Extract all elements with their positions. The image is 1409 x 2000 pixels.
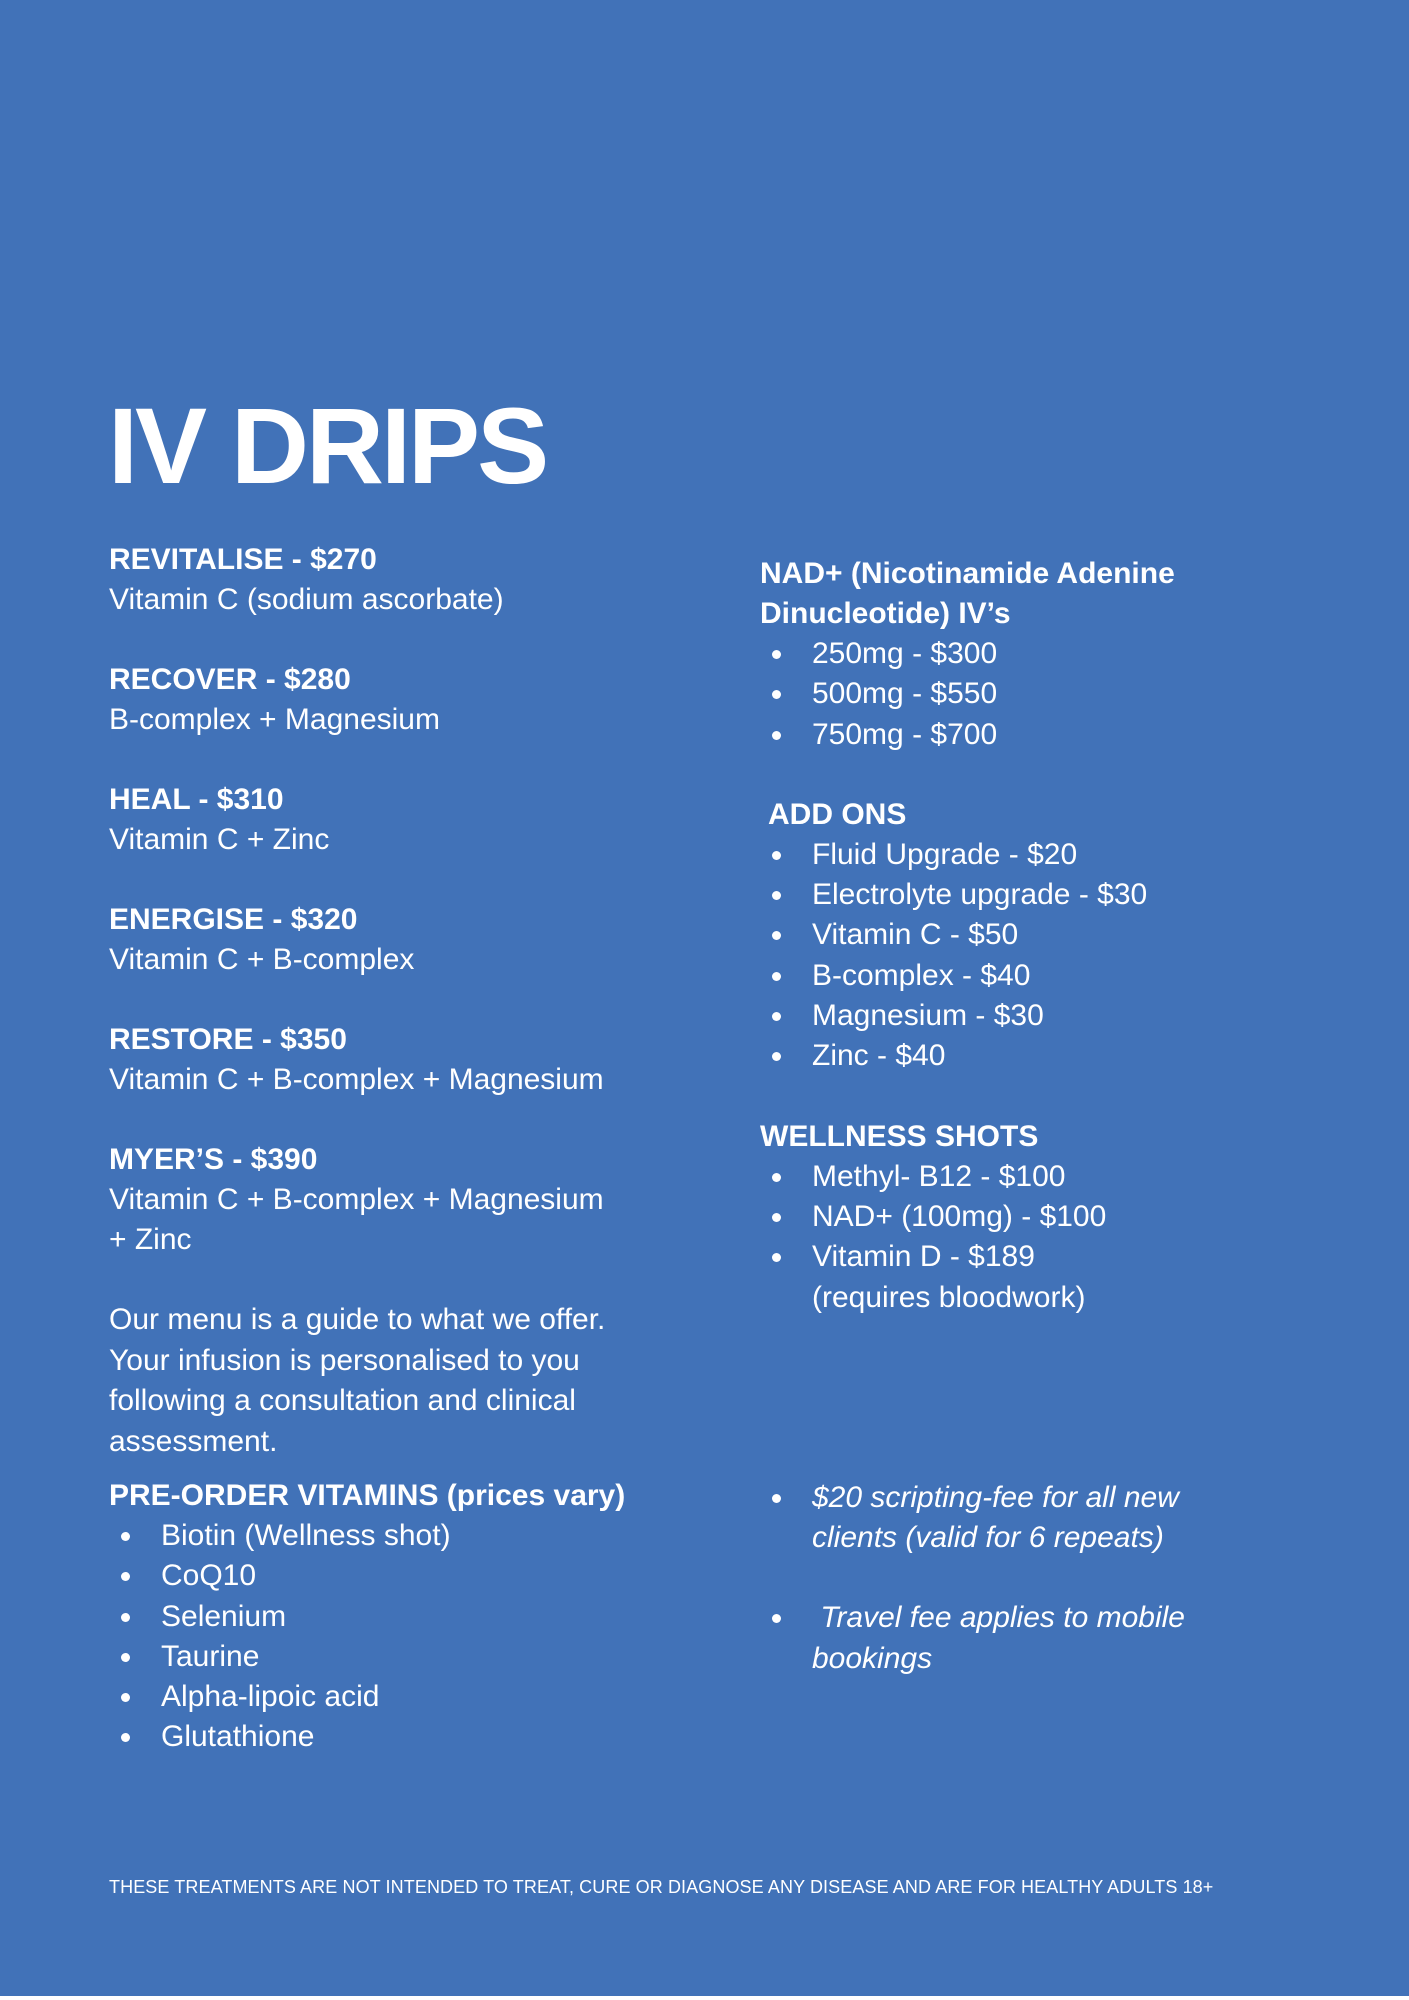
- nad-heading: NAD+ (Nicotinamide Adenine: [760, 557, 1175, 590]
- preorder-heading: PRE-ORDER VITAMINS (prices vary): [109, 1479, 626, 1512]
- fees-list: [760, 1478, 1360, 1679]
- drip-ingredients: Vitamin C + B-complex + Magnesium: [109, 1063, 604, 1096]
- list-item-label: Selenium: [161, 1599, 287, 1633]
- drip-ingredients: Vitamin C + B-complex: [109, 943, 415, 976]
- menu-note: [109, 1300, 669, 1462]
- list-item-label: Zinc - $40: [812, 1039, 946, 1073]
- list-item-label: Glutathione: [161, 1720, 315, 1754]
- bullet-icon: [772, 1012, 781, 1021]
- bullet-icon: [772, 851, 781, 860]
- list-item: [760, 1157, 1360, 1197]
- addons-heading: ADD ONS: [768, 797, 907, 831]
- list-item: [760, 634, 1360, 674]
- drip-item-myers: [109, 1140, 669, 1260]
- bullet-icon: [772, 1494, 781, 1503]
- note-line: Our menu is a guide to what we offer.: [109, 1303, 606, 1336]
- note-line: following a consultation and clinical: [109, 1384, 576, 1417]
- list-item-label: 500mg - $550: [812, 677, 998, 711]
- note-line: Your infusion is personalised to you: [109, 1343, 580, 1377]
- nad-section: [760, 554, 1360, 755]
- bullet-icon: [121, 1733, 130, 1742]
- list-item: [760, 996, 1360, 1036]
- drip-item-recover: [109, 660, 669, 740]
- bullet-icon: [772, 690, 781, 699]
- list-item: [109, 1597, 669, 1637]
- drip-name: RECOVER - $280: [109, 663, 351, 696]
- list-item-label: 250mg - $300: [812, 637, 998, 670]
- list-item-label: Magnesium - $30: [812, 999, 1044, 1033]
- bullet-icon: [121, 1572, 130, 1581]
- bullet-icon: [121, 1613, 130, 1622]
- list-item: [760, 835, 1360, 875]
- drip-ingredients: + Zinc: [109, 1223, 192, 1256]
- list-item-label: Biotin (Wellness shot): [161, 1519, 451, 1552]
- drip-ingredients: Vitamin C + B-complex + Magnesium: [109, 1183, 604, 1216]
- drip-item-revitalise: [109, 540, 669, 620]
- drip-name: RESTORE - $350: [109, 1023, 347, 1056]
- list-item-label: 750mg - $700: [812, 717, 998, 751]
- list-item-label: B-complex - $40: [812, 958, 1031, 992]
- list-item-label: Methyl- B12 - $100: [812, 1159, 1066, 1193]
- list-item: [109, 1516, 669, 1556]
- list-item: [760, 1598, 1360, 1679]
- list-item-label: Taurine: [161, 1639, 260, 1673]
- drip-item-energise: [109, 900, 669, 980]
- list-item: [760, 1478, 1360, 1559]
- bullet-icon: [772, 1213, 781, 1222]
- nad-heading: Dinucleotide) IV’s: [760, 597, 1011, 630]
- wellness-list: [760, 1157, 1360, 1318]
- list-item: [760, 956, 1360, 996]
- bullet-icon: [772, 650, 781, 659]
- drip-ingredients: Vitamin C + Zinc: [109, 823, 330, 856]
- list-item: [109, 1677, 669, 1717]
- list-item: [760, 715, 1360, 755]
- list-item: [760, 915, 1360, 955]
- list-item-label: Vitamin C - $50: [812, 918, 1019, 952]
- drip-name: ENERGISE - $320: [109, 903, 358, 936]
- list-item-label: Alpha-lipoic acid: [161, 1680, 380, 1714]
- fee-note: bookings: [812, 1641, 933, 1675]
- bullet-icon: [772, 972, 781, 981]
- drip-name: MYER’S - $390: [109, 1143, 318, 1176]
- drip-ingredients: B-complex + Magnesium: [109, 703, 440, 736]
- bullet-icon: [121, 1693, 130, 1702]
- addons-section: [760, 795, 1360, 1077]
- bullet-icon: [772, 1173, 781, 1182]
- fee-note: clients (valid for 6 repeats): [812, 1521, 1164, 1555]
- bullet-icon: [772, 1253, 781, 1262]
- preorder-list: [109, 1516, 669, 1758]
- drip-name: REVITALISE - $270: [109, 543, 377, 576]
- list-item: [109, 1556, 669, 1596]
- bullet-icon: [772, 1614, 781, 1623]
- disclaimer-text: THESE TREATMENTS ARE NOT INTENDED TO TREAT, CURE OR DIAGNOSE ANY DISEASE AND ARE FOR HEALTHY ADULTS 18+: [109, 1877, 1214, 1897]
- fee-note: $20 scripting-fee for all new: [812, 1480, 1179, 1514]
- list-item: [760, 674, 1360, 714]
- bullet-icon: [772, 1052, 781, 1061]
- list-item-label: NAD+ (100mg) - $100: [812, 1199, 1107, 1233]
- preorder-section: [109, 1476, 669, 1758]
- list-item-label: Electrolyte upgrade - $30: [812, 878, 1148, 912]
- bullet-icon: [772, 731, 781, 740]
- list-item-label: Fluid Upgrade - $20: [812, 837, 1078, 871]
- list-item-note: (requires bloodwork): [812, 1280, 1086, 1314]
- list-item: [760, 1237, 1360, 1318]
- list-item: [760, 1197, 1360, 1237]
- list-item: [760, 875, 1360, 915]
- bullet-icon: [772, 931, 781, 940]
- list-item: [109, 1637, 669, 1677]
- bullet-icon: [772, 891, 781, 900]
- drip-item-heal: [109, 780, 669, 860]
- wellness-section: [760, 1117, 1360, 1318]
- bullet-icon: [121, 1653, 130, 1662]
- wellness-heading: WELLNESS SHOTS: [760, 1119, 1039, 1153]
- drip-item-restore: [109, 1020, 669, 1100]
- list-item: [109, 1717, 669, 1757]
- drip-ingredients: Vitamin C (sodium ascorbate): [109, 583, 504, 616]
- addons-list: [760, 835, 1360, 1077]
- nad-list: [760, 634, 1360, 755]
- page-title: IV DRIPS: [108, 385, 547, 506]
- extras-column: [760, 554, 1360, 1679]
- fee-note: Travel fee applies to mobile: [812, 1601, 1185, 1635]
- bullet-icon: [121, 1532, 130, 1541]
- list-item-label: Vitamin D - $189: [812, 1240, 1035, 1274]
- drip-name: HEAL - $310: [109, 783, 284, 816]
- note-line: assessment.: [109, 1424, 278, 1458]
- list-item-label: CoQ10: [161, 1559, 257, 1593]
- list-item: [760, 1036, 1360, 1076]
- drips-column: [109, 540, 669, 1758]
